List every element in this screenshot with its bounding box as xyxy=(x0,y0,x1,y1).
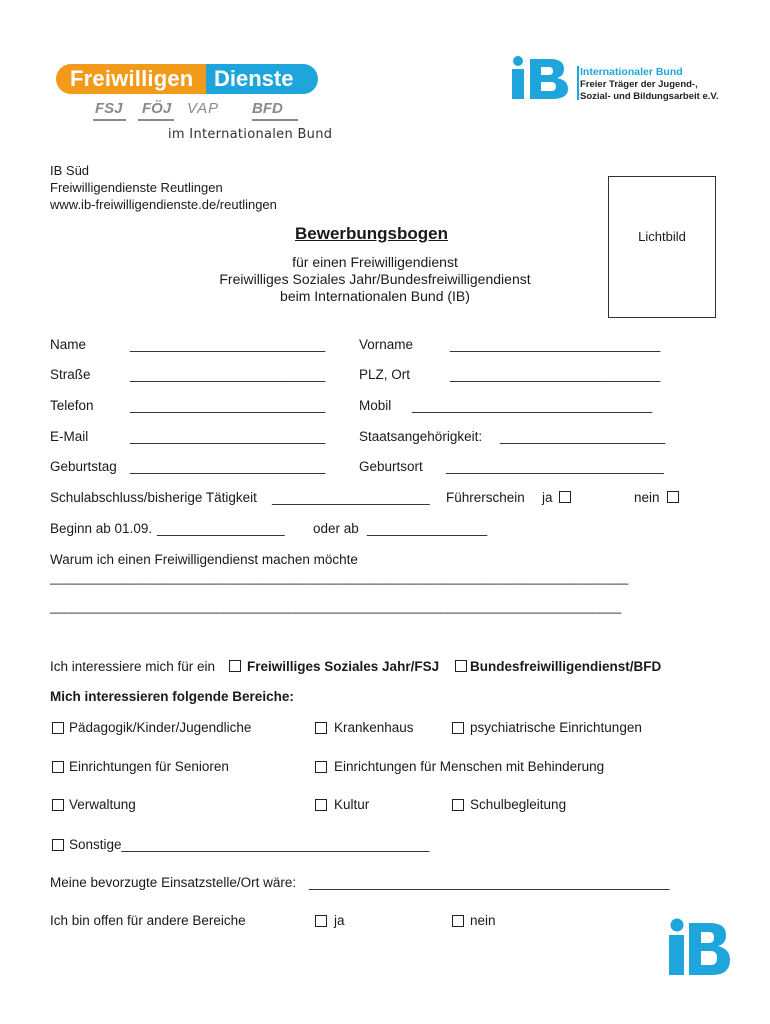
fsj-checkbox[interactable] xyxy=(229,660,241,672)
einsatzstelle-field[interactable]: ________________________________________________ xyxy=(309,875,670,890)
interest-prefix: Ich interessiere mich für ein xyxy=(50,659,216,674)
im-internationalen-bund-text: im Internationalen Bund xyxy=(168,127,333,142)
fuehrerschein-nein-label: nein xyxy=(634,490,660,505)
area-krankenhaus-label: Krankenhaus xyxy=(334,720,414,735)
bfd-underline xyxy=(252,119,298,121)
warum-line1[interactable]: ________________________________________________________________________________ xyxy=(50,570,629,585)
bfd-option-label: Bundesfreiwilligendienst/BFD xyxy=(470,659,662,674)
offen-ja-checkbox[interactable] xyxy=(315,915,327,927)
offen-nein-label: nein xyxy=(470,913,496,928)
plz-ort-label: PLZ, Ort xyxy=(359,367,411,382)
email-field[interactable]: __________________________ xyxy=(130,429,326,444)
foj-logo: FÖJ xyxy=(142,100,172,117)
staatsangehoerigkeit-field[interactable]: ______________________ xyxy=(500,429,666,444)
staatsangehoerigkeit-label: Staatsangehörigkeit: xyxy=(359,429,483,444)
area-behinderung-checkbox[interactable] xyxy=(315,761,327,773)
area-kultur-checkbox[interactable] xyxy=(315,799,327,811)
strasse-field[interactable]: __________________________ xyxy=(130,367,326,382)
ib-footer-logo-icon xyxy=(666,917,734,977)
fsj-underline xyxy=(93,119,126,121)
geburtsort-label: Geburtsort xyxy=(359,459,423,474)
ib-subtitle-line2: Sozial- und Bildungsarbeit e.V. xyxy=(580,90,719,102)
area-verwaltung-label: Verwaltung xyxy=(69,797,136,812)
vap-logo: VAP xyxy=(187,100,220,117)
logo-text-freiwilligen: Freiwilligen xyxy=(56,64,212,94)
plz-ort-field[interactable]: ____________________________ xyxy=(450,367,661,382)
area-schulbegleitung-checkbox[interactable] xyxy=(452,799,464,811)
telefon-label: Telefon xyxy=(50,398,94,413)
einsatzstelle-label: Meine bevorzugte Einsatzstelle/Ort wäre: xyxy=(50,875,297,890)
form-title: Bewerbungsbogen xyxy=(295,224,449,243)
area-sonstige-checkbox[interactable] xyxy=(52,839,64,851)
mobil-field[interactable]: ________________________________ xyxy=(412,398,653,413)
photo-label: Lichtbild xyxy=(638,229,686,244)
area-schulbegleitung-label: Schulbegleitung xyxy=(470,797,567,812)
oder-ab-field[interactable]: ________________ xyxy=(367,521,488,536)
email-label: E-Mail xyxy=(50,429,89,444)
area-paedagogik-checkbox[interactable] xyxy=(52,722,64,734)
vorname-label: Vorname xyxy=(359,337,414,352)
ib-subtitle-line1: Freier Träger der Jugend-, xyxy=(580,79,698,90)
area-psychiatrie-checkbox[interactable] xyxy=(452,722,464,734)
address-block xyxy=(50,162,277,213)
fuehrerschein-label: Führerschein xyxy=(446,490,525,505)
photo-box xyxy=(608,176,716,318)
subtitle-line1: für einen Freiwilligendienst xyxy=(292,254,458,270)
bfd-checkbox[interactable] xyxy=(455,660,467,672)
vorname-field[interactable]: ____________________________ xyxy=(450,337,661,352)
geburtstag-field[interactable]: __________________________ xyxy=(130,459,326,474)
ib-subtitle xyxy=(580,79,718,102)
freiwilligendienste-logo xyxy=(56,64,318,94)
name-label: Name xyxy=(50,337,87,352)
area-kultur-label: Kultur xyxy=(334,797,370,812)
ib-title: Internationaler Bund xyxy=(580,66,683,78)
fuehrerschein-ja-label: ja xyxy=(542,490,553,505)
fuehrerschein-ja-checkbox[interactable] xyxy=(559,491,571,503)
offen-label: Ich bin offen für andere Bereiche xyxy=(50,913,246,928)
ib-logo-icon xyxy=(508,55,574,101)
geburtstag-label: Geburtstag xyxy=(50,459,117,474)
subtitle-line2: Freiwilliges Soziales Jahr/Bundesfreiwilligendienst xyxy=(219,271,531,287)
logo-text-dienste: Dienste xyxy=(206,64,318,94)
schulabschluss-label: Schulabschluss/bisherige Tätigkeit xyxy=(50,490,257,505)
area-paedagogik-label: Pädagogik/Kinder/Jugendliche xyxy=(69,720,252,735)
address-line1: IB Süd xyxy=(50,163,90,178)
fsj-logo: FSJ xyxy=(95,100,123,117)
area-psychiatrie-label: psychiatrische Einrichtungen xyxy=(470,720,642,735)
schulabschluss-field[interactable]: _____________________ xyxy=(272,490,430,505)
fsj-option-label: Freiwilliges Soziales Jahr/FSJ xyxy=(247,659,440,674)
telefon-field[interactable]: __________________________ xyxy=(130,398,326,413)
address-url: www.ib-freiwilligendienste.de/reutlingen xyxy=(50,197,277,212)
geburtsort-field[interactable]: _____________________________ xyxy=(446,459,664,474)
area-senioren-label: Einrichtungen für Senioren xyxy=(69,759,229,774)
strasse-label: Straße xyxy=(50,367,91,382)
warum-label: Warum ich einen Freiwilligendienst machen möchte xyxy=(50,552,358,567)
ib-logo-divider xyxy=(577,66,579,100)
area-krankenhaus-checkbox[interactable] xyxy=(315,722,327,734)
subtitle-line3: beim Internationalen Bund (IB) xyxy=(280,288,470,304)
foj-underline xyxy=(138,119,174,121)
fuehrerschein-nein-checkbox[interactable] xyxy=(667,491,679,503)
warum-line2[interactable]: _______________________________________________________________________________ xyxy=(50,599,622,614)
area-senioren-checkbox[interactable] xyxy=(52,761,64,773)
offen-ja-label: ja xyxy=(334,913,345,928)
oder-ab-label: oder ab xyxy=(313,521,359,536)
offen-nein-checkbox[interactable] xyxy=(452,915,464,927)
bfd-logo: BFD xyxy=(252,100,283,117)
area-verwaltung-checkbox[interactable] xyxy=(52,799,64,811)
area-behinderung-label: Einrichtungen für Menschen mit Behinderung xyxy=(334,759,605,774)
address-line2: Freiwilligendienste Reutlingen xyxy=(50,180,223,195)
beginn-field[interactable]: _________________ xyxy=(157,521,285,536)
area-sonstige-field[interactable]: Sonstige_________________________________________ xyxy=(69,837,430,852)
beginn-label: Beginn ab 01.09. xyxy=(50,521,153,536)
mobil-label: Mobil xyxy=(359,398,392,413)
name-field[interactable]: __________________________ xyxy=(130,337,326,352)
form-subtitle xyxy=(160,254,590,305)
areas-heading: Mich interessieren folgende Bereiche: xyxy=(50,689,294,704)
